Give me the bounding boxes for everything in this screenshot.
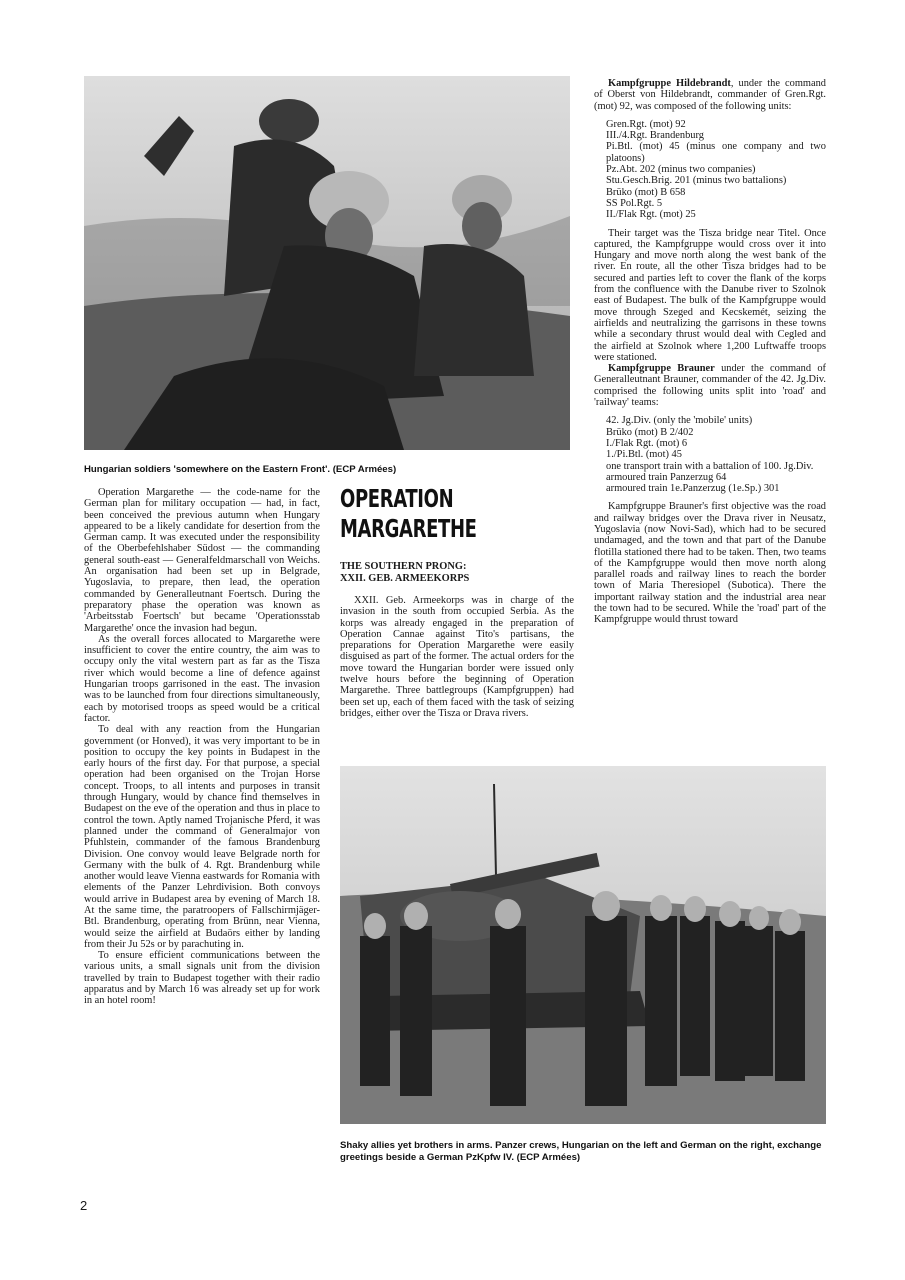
list-item: SS Pol.Rgt. 5 <box>606 197 663 209</box>
page-number: 2 <box>80 1198 88 1213</box>
list-item: Brüko (mot) B 658 <box>606 186 686 198</box>
photo-hungarian-soldiers <box>84 76 570 450</box>
photo-panzer-crews <box>340 766 826 1124</box>
left-column-text <box>84 487 320 1007</box>
subhead-line: THE SOUTHERN PRONG: <box>340 561 467 572</box>
article-heading <box>340 484 477 544</box>
brauner-unit-list <box>606 415 826 494</box>
bottom-photo-caption: Shaky allies yet brothers in arms. Panzer crews, Hungarian on the left and German on the right, exchange greetings beside a German PzKpfw IV. (ECP Armées) <box>340 1140 822 1163</box>
intro-text: , under the command of Oberst von Hildebrandt, commander of Gren.Rgt. (mot) 92, was composed of the following units: <box>594 78 826 112</box>
heading-line: MARGARETHE <box>340 514 477 543</box>
unit-name: Kampfgruppe Hildebrandt <box>608 78 731 89</box>
intro-text: under the command of Generalleutnant Brauner, commander of the 42. Jg.Div. comprised the following units split into 'road' and 'railway' teams: <box>594 363 827 409</box>
list-item: Gren.Rgt. (mot) 92 <box>606 118 686 130</box>
brauner-intro <box>594 363 826 408</box>
subhead-line: XXII. GEB. ARMEEKORPS <box>340 572 470 584</box>
list-item: II./Flak Rgt. (mot) 25 <box>606 209 696 221</box>
heading-line: OPERATION <box>340 484 454 513</box>
list-item: 42. Jg.Div. (only the 'mobile' units) <box>606 415 753 427</box>
hildebrandt-unit-list <box>606 119 826 221</box>
list-item: one transport train with a battalion of 100. Jg.Div. <box>606 460 814 472</box>
paragraph: To ensure efficient communications between the various units, a small signals unit from the division travelled by train to Budapest together with their radio apparatus and by March 16 was already set up for work in an hotel room! <box>84 950 320 1007</box>
paragraph: Kampfgruppe Brauner's first objective was the road and railway bridges over the Drava river in Neusatz, Yugoslavia (now Novi-Sad), which had to be secured undamaged, and the town and that part of the Danube flotilla stationed there had to be taken. Then, two teams of the Kampfgruppe would then move north along parallel roads and railway lines to reach the border town of Maria Theresiopel (Subotica). There the important railway station and the industrial area near the town had to be secured. While the 'road' part of the Kampfgruppe would thrust toward <box>594 501 826 626</box>
hildebrandt-intro <box>594 78 826 112</box>
paragraph: Their target was the Tisza bridge near Titel. Once captured, the Kampfgruppe would cross over it into Hungary and move north along the west bank of the river. En route, all the other Tisza bridges had to be secured and parties left to cover the flank of the korps from the confluence with the Danube river to Szolnok east of Budapest. The bulk of the Kampfgruppe would move through Szeged and Kecskemét, seizing the airfields and neutralizing the garrisons in these towns while a secondary thrust would deal with Cegled and the airfield at Szolnok where 1,200 Luftwaffe troops were stationed. <box>594 227 826 363</box>
list-item: armoured train 1e.Panzerzug (1e.Sp.) 301 <box>606 483 780 495</box>
middle-column-text <box>340 595 574 719</box>
list-item: I./Flak Rgt. (mot) 6 <box>606 437 688 449</box>
paragraph: As the overall forces allocated to Margarethe were insufficient to cover the entire country, the aim was to occupy only the vital western part as far as the Tisza river which would become a line of defence against Hungarian troops garrisoned in the east. The invasion was to be launched from four directions simultaneously, each by motorised troops as speed would be a critical factor. <box>84 633 320 724</box>
section-subhead <box>340 561 580 584</box>
list-item: 1./Pi.Btl. (mot) 45 <box>606 449 682 461</box>
list-item: Pz.Abt. 202 (minus two companies) <box>606 164 756 176</box>
paragraph: XXII. Geb. Armeekorps was in charge of the invasion in the south from occupied Serbia. As the korps was already engaged in the preparation of Operation Cannae against Tito's partisans, the preparations for Operation Margarethe were easily disguised as part of the former. The actual orders for the move toward the Hungarian border were issued only twelve hours before the beginning of Operation Margarethe. Three battlegroups (Kampfgruppen) had been set up, each of them faced with the task of seizing bridges, either over the Tisza or Drava rivers. <box>340 595 574 719</box>
list-item: armoured train Panzerzug 64 <box>606 471 727 483</box>
list-item: Pi.Btl. (mot) 45 (minus one company and two platoons) <box>606 141 826 164</box>
list-item: III./4.Rgt. Brandenburg <box>606 130 704 142</box>
right-column-text <box>594 78 826 626</box>
paragraph: Operation Margarethe — the code-name for the German plan for military occupation — had, in fact, been conceived the previous autumn when Hungary appeared to be a likely candidate for desertion from the German camp. It was executed under the responsibility of the Oberbefehlshaber Südost — the commanding general south-east — Generalfeldmarschall von Weichs. An organisation had been set up in Belgrade, Yugoslavia, to prepare, then lead, the operation commanded by Generalleutnant Foertsch. During the preparatory phase the operation was known as 'Arbeitsstab Foertsch' but became 'Operationsstab Margarethe' once the invasion had begun. <box>84 487 320 634</box>
list-item: Brüko (mot) B 2/402 <box>606 426 694 438</box>
unit-name: Kampfgruppe Brauner <box>608 363 715 375</box>
paragraph: To deal with any reaction from the Hungarian government (or Honved), it was very important to be in position to occupy the key points in Budapest in the early hours of the first day. For that purpose, a special operation had been organised on the Trojan Horse concept. Troops, to all intents and purposes in transit through Hungary, would by chance find themselves in Budapest on the eve of the operation and thus in place to control the town. Aptly named Trojanische Pferd, it was planned under the command of Generalmajor von Pfuhlstein, commander of the famous Brandenburg Division. One convoy would leave Belgrade north for Germany with the bulk of 4. Rgt. Brandenburg while another would leave Vienna eastwards for Romania with elements of the Panzer Lehrdivision. Both convoys would arrive in Budapest area by evening of March 18. At the same time, the paratroopers of Fallschirmjäger-Btl. Brandenburg, operating from Brünn, near Vienna, would seize the airfield at Budaörs either by landing from their Ju 52s or by parachuting in. <box>84 724 320 950</box>
top-photo-caption: Hungarian soldiers 'somewhere on the Eastern Front'. (ECP Armées) <box>84 464 397 475</box>
list-item: Stu.Gesch.Brig. 201 (minus two battalions) <box>606 175 787 187</box>
